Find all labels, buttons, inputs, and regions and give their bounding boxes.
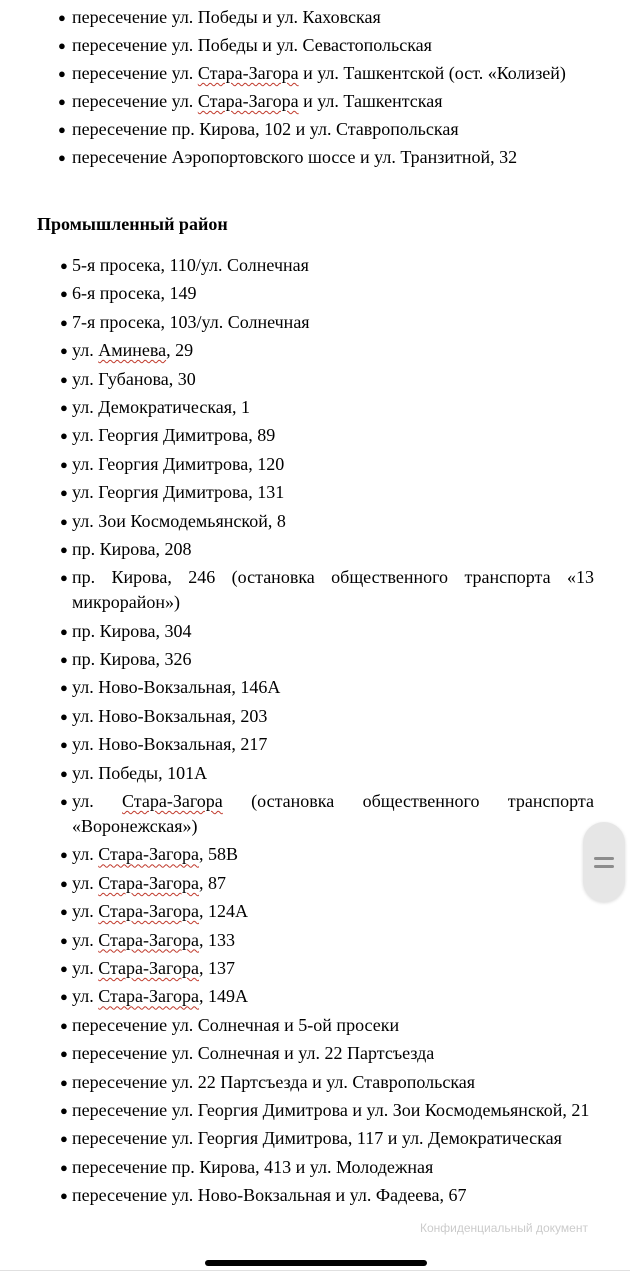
list-item: ● пр. Кирова, 208 xyxy=(0,537,630,562)
list-item: ● 7-я просека, 103/ул. Солнечная xyxy=(0,310,630,335)
list-item: ● ул. Аминева, 29 xyxy=(0,338,630,363)
misspelled-word[interactable]: Стара-Загора xyxy=(122,791,223,812)
list-item: ● ул. Зои Космодемьянской, 8 xyxy=(0,509,630,534)
bullet-icon: ● xyxy=(60,680,68,696)
bullet-icon: ● xyxy=(60,1017,68,1033)
list-item: ● пр. Кирова, 304 xyxy=(0,619,630,644)
list-item: ● пересечение ул. Стара-Загора и ул. Ташкентская xyxy=(0,89,630,114)
list-item: ● пересечение Аэропортовского шоссе и ул. Транзитной, 32 xyxy=(0,145,630,170)
bullet-icon: ● xyxy=(60,989,68,1005)
misspelled-word[interactable]: Аминева xyxy=(98,340,167,361)
misspelled-word[interactable]: Стара-Загора xyxy=(98,844,199,865)
bullet-icon: ● xyxy=(60,456,68,472)
list-item: ● ул. Губанова, 30 xyxy=(0,367,630,392)
list-item: ● ул. Ново-Вокзальная, 146А xyxy=(0,675,630,700)
list-item: ● ул. Ново-Вокзальная, 203 xyxy=(0,704,630,729)
bullet-icon: ● xyxy=(58,10,66,25)
scroll-handle[interactable] xyxy=(583,822,625,902)
bullet-icon: ● xyxy=(60,932,68,948)
bullet-icon: ● xyxy=(60,286,68,302)
list-item: ● 5-я просека, 110/ул. Солнечная xyxy=(0,253,630,278)
bullet-icon: ● xyxy=(60,541,68,557)
bullet-icon: ● xyxy=(60,314,68,330)
bullet-icon: ● xyxy=(60,1046,68,1062)
bullet-icon: ● xyxy=(60,399,68,415)
list-item: ● ул. Стара-Загора, 133 xyxy=(0,928,630,953)
list-item: ● ул. Победы, 101А xyxy=(0,761,630,786)
list-item: ● ул. Ново-Вокзальная, 217 xyxy=(0,732,630,757)
list-item: ● пересечение пр. Кирова, 413 и ул. Молодежная xyxy=(0,1155,630,1180)
list-item: ● ул. Демократическая, 1 xyxy=(0,395,630,420)
address-list-2 xyxy=(0,253,630,1212)
list-item: ● пересечение ул. Стара-Загора и ул. Ташкентской (ост. «Колизей) xyxy=(0,61,630,86)
bullet-icon: ● xyxy=(60,960,68,976)
misspelled-word[interactable]: Стара-Загора xyxy=(98,901,199,922)
list-item: ● пересечение ул. Георгия Димитрова, 117 и ул. Демократическая xyxy=(0,1126,630,1151)
bullet-icon: ● xyxy=(60,708,68,724)
bullet-icon: ● xyxy=(60,258,68,273)
list-item: ● ул. Георгия Димитрова, 131 xyxy=(0,480,630,505)
list-item: ● пересечение ул. Солнечная и 5-ой просеки xyxy=(0,1013,630,1038)
bullet-icon: ● xyxy=(58,38,66,53)
list-item: ● пересечение ул. 22 Партсъезда и ул. Ставропольская xyxy=(0,1070,630,1095)
list-item: ● пересечение ул. Ново-Вокзальная и ул. Фадеева, 67 xyxy=(0,1183,630,1208)
bullet-icon: ● xyxy=(60,1159,68,1175)
list-item: ● пр. Кирова, 246 (остановка общественного транспорта «13 микрорайон») xyxy=(60,567,594,613)
list-item: ● ул. Георгия Димитрова, 120 xyxy=(0,452,630,477)
bullet-icon: ● xyxy=(60,794,68,810)
misspelled-word[interactable]: Стара-Загора xyxy=(98,986,199,1007)
bullet-icon: ● xyxy=(60,1074,68,1090)
bullet-icon: ● xyxy=(60,737,68,753)
grip-line-icon xyxy=(594,865,614,868)
grip-line-icon xyxy=(594,857,614,860)
misspelled-word[interactable]: Стара-Загора xyxy=(197,63,299,83)
bullet-icon: ● xyxy=(60,1131,68,1147)
bullet-icon: ● xyxy=(60,371,68,387)
watermark-text: Конфиденциальный документ xyxy=(420,1221,588,1235)
section-heading: Промышленный район xyxy=(37,214,228,234)
list-item: ● пересечение ул. Победы и ул. Севастопольская xyxy=(0,33,630,58)
list-item: ● 6-я просека, 149 xyxy=(0,281,630,306)
bullet-icon: ● xyxy=(58,150,66,165)
list-item: ● пересечение пр. Кирова, 102 и ул. Ставропольская xyxy=(0,117,630,142)
home-indicator[interactable] xyxy=(205,1260,427,1266)
list-item: ● пересечение ул. Солнечная и ул. 22 Партсъезда xyxy=(0,1041,630,1066)
list-item: ● ул. Стара-Загора, 87 xyxy=(0,871,630,896)
bullet-icon: ● xyxy=(60,1102,68,1118)
misspelled-word[interactable]: Стара-Загора xyxy=(197,91,299,111)
list-item: ● пересечение ул. Победы и ул. Каховская xyxy=(0,5,630,30)
bullet-icon: ● xyxy=(60,1188,68,1204)
misspelled-word[interactable]: Стара-Загора xyxy=(98,957,199,978)
list-item: ● пр. Кирова, 326 xyxy=(0,647,630,672)
bullet-icon: ● xyxy=(58,122,66,137)
bullet-icon: ● xyxy=(58,66,66,81)
bullet-icon: ● xyxy=(60,513,68,529)
bullet-icon: ● xyxy=(60,343,68,359)
misspelled-word[interactable]: Стара-Загора xyxy=(98,872,199,893)
bullet-icon: ● xyxy=(58,94,66,109)
bullet-icon: ● xyxy=(60,428,68,444)
address-list-1 xyxy=(0,5,630,173)
bullet-icon: ● xyxy=(60,485,68,501)
bullet-icon: ● xyxy=(60,765,68,781)
bullet-icon: ● xyxy=(60,875,68,891)
list-item: ● ул. Стара-Загора, 58В xyxy=(0,842,630,867)
bullet-icon: ● xyxy=(60,623,68,639)
bullet-icon: ● xyxy=(60,652,68,668)
bullet-icon: ● xyxy=(60,847,68,863)
list-item: ● ул. Стара-Загора (остановка общественного транспорта «Воронежская») xyxy=(60,791,594,837)
misspelled-word[interactable]: Стара-Загора xyxy=(98,929,199,950)
list-item: ● пересечение ул. Георгия Димитрова и ул. Зои Космодемьянской, 21 xyxy=(0,1098,630,1123)
list-item: ● ул. Стара-Загора, 124А xyxy=(0,899,630,924)
list-item: ● ул. Георгия Димитрова, 89 xyxy=(0,423,630,448)
bullet-icon: ● xyxy=(60,570,68,586)
bullet-icon: ● xyxy=(60,904,68,920)
list-item: ● ул. Стара-Загора, 149А xyxy=(0,984,630,1009)
divider xyxy=(0,1270,630,1271)
list-item: ● ул. Стара-Загора, 137 xyxy=(0,956,630,981)
